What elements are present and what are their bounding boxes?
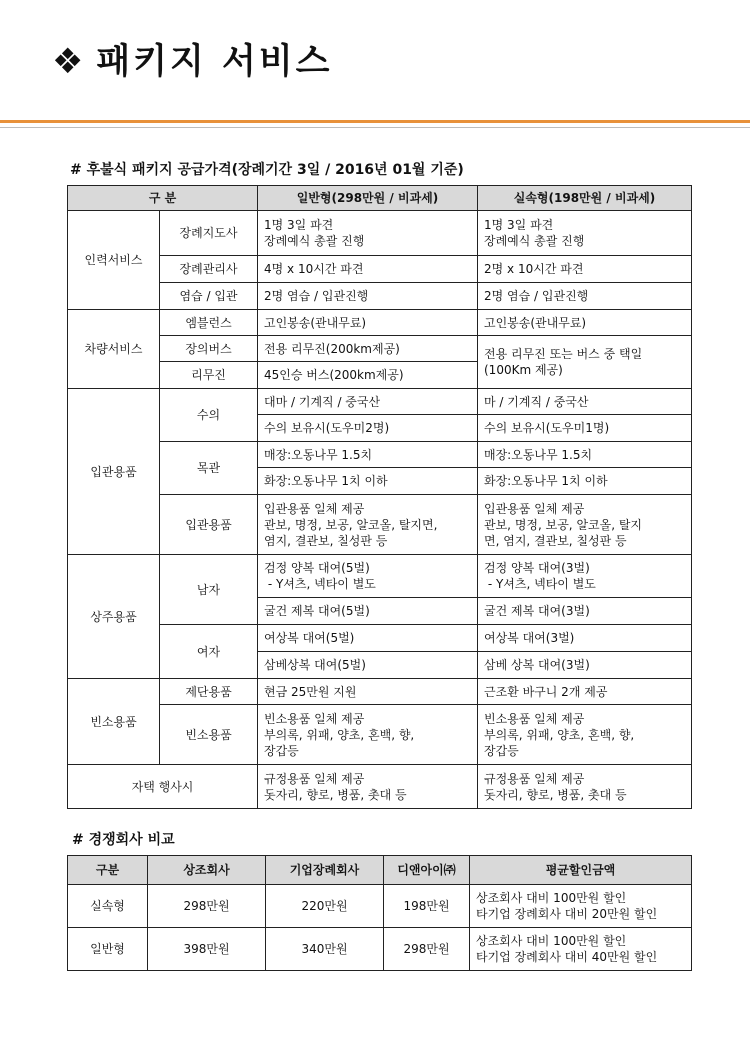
table-row bbox=[68, 256, 692, 283]
economy-cell: 화장:오동나무 1치 이하 bbox=[478, 468, 692, 495]
item-label: 수의 bbox=[160, 389, 258, 442]
standard-cell: 굴건 제복 대여(5벌) bbox=[258, 598, 478, 625]
header-economy: 실속형(198만원 / 비과세) bbox=[478, 186, 692, 211]
corporate-price: 220만원 bbox=[266, 885, 384, 928]
standard-cell: 매장:오동나무 1.5치 bbox=[258, 442, 478, 468]
table-row bbox=[68, 336, 692, 362]
standard-cell: 전용 리무진(200km제공) bbox=[258, 336, 478, 362]
table-header-row bbox=[68, 856, 692, 885]
item-label: 리무진 bbox=[160, 362, 258, 389]
category-coffin-goods: 입관용품 bbox=[68, 389, 160, 555]
standard-cell: 빈소용품 일체 제공 부의록, 위패, 양초, 혼백, 향, 장갑등 bbox=[258, 705, 478, 765]
table-row bbox=[68, 928, 692, 971]
economy-cell: 삼베 상복 대여(3벌) bbox=[478, 652, 692, 679]
dni-price: 298만원 bbox=[384, 928, 470, 971]
economy-cell: 빈소용품 일체 제공 부의록, 위패, 양초, 혼백, 향, 장갑등 bbox=[478, 705, 692, 765]
standard-cell: 규정용품 일체 제공 돗자리, 향로, 병품, 촛대 등 bbox=[258, 765, 478, 809]
type-cell: 실속형 bbox=[68, 885, 148, 928]
header-standard: 일반형(298만원 / 비과세) bbox=[258, 186, 478, 211]
item-label: 엠블런스 bbox=[160, 310, 258, 336]
economy-cell: 매장:오동나무 1.5치 bbox=[478, 442, 692, 468]
section-heading-competitor: # 경쟁회사 비교 bbox=[72, 832, 175, 848]
item-label: 장례관리사 bbox=[160, 256, 258, 283]
economy-cell: 고인봉송(관내무료) bbox=[478, 310, 692, 336]
standard-cell: 45인승 버스(200km제공) bbox=[258, 362, 478, 389]
standard-cell: 1명 3일 파견 장례예식 총괄 진행 bbox=[258, 211, 478, 256]
economy-cell: 마 / 기계직 / 중국산 bbox=[478, 389, 692, 415]
economy-cell: 2명 염습 / 입관진행 bbox=[478, 283, 692, 310]
item-label: 장례지도사 bbox=[160, 211, 258, 256]
table-header-row bbox=[68, 186, 692, 211]
item-label: 남자 bbox=[160, 555, 258, 625]
economy-cell: 규정용품 일체 제공 돗자리, 향로, 병품, 촛대 등 bbox=[478, 765, 692, 809]
table-row bbox=[68, 555, 692, 598]
item-label: 빈소용품 bbox=[160, 705, 258, 765]
economy-cell: 전용 리무진 또는 버스 중 택일 (100Km 제공) bbox=[478, 336, 692, 389]
economy-cell: 2명 x 10시간 파견 bbox=[478, 256, 692, 283]
package-price-table bbox=[67, 185, 692, 809]
sangjo-price: 398만원 bbox=[148, 928, 266, 971]
header-discount: 평균할인금액 bbox=[470, 856, 692, 885]
table-row bbox=[68, 389, 692, 415]
economy-cell: 근조환 바구니 2개 제공 bbox=[478, 679, 692, 705]
category-home-event: 자택 행사시 bbox=[68, 765, 258, 809]
table-row bbox=[68, 495, 692, 555]
type-cell: 일반형 bbox=[68, 928, 148, 971]
header-type: 구분 bbox=[68, 856, 148, 885]
item-label: 목관 bbox=[160, 442, 258, 495]
header-sangjo: 상조회사 bbox=[148, 856, 266, 885]
economy-cell: 1명 3일 파견 장례예식 총괄 진행 bbox=[478, 211, 692, 256]
standard-cell: 입관용품 일체 제공 관보, 명정, 보공, 알코올, 탈지면, 염지, 결관보, 칠성판 등 bbox=[258, 495, 478, 555]
economy-cell: 여상복 대여(3벌) bbox=[478, 625, 692, 652]
standard-cell: 삼베상복 대여(5벌) bbox=[258, 652, 478, 679]
standard-cell: 여상복 대여(5벌) bbox=[258, 625, 478, 652]
table-row bbox=[68, 705, 692, 765]
accent-rule bbox=[0, 120, 750, 123]
table-row bbox=[68, 211, 692, 256]
item-label: 염습 / 입관 bbox=[160, 283, 258, 310]
table-row bbox=[68, 283, 692, 310]
standard-cell: 4명 x 10시간 파견 bbox=[258, 256, 478, 283]
divider-rule bbox=[0, 127, 750, 128]
page-title-text: 패키지 서비스 bbox=[96, 42, 333, 82]
page-title bbox=[52, 34, 332, 84]
standard-cell: 현금 25만원 지원 bbox=[258, 679, 478, 705]
sangjo-price: 298만원 bbox=[148, 885, 266, 928]
category-altar: 빈소용품 bbox=[68, 679, 160, 765]
standard-cell: 화장:오동나무 1치 이하 bbox=[258, 468, 478, 495]
table-row bbox=[68, 310, 692, 336]
diamond-bullet-icon: ❖ bbox=[52, 42, 87, 82]
table-row bbox=[68, 679, 692, 705]
header-category: 구 분 bbox=[68, 186, 258, 211]
item-label: 여자 bbox=[160, 625, 258, 679]
section-heading-package-price: # 후불식 패키지 공급가격(장례기간 3일 / 2016년 01월 기준) bbox=[70, 162, 464, 178]
discount-cell: 상조회사 대비 100만원 할인 타기업 장례회사 대비 40만원 할인 bbox=[470, 928, 692, 971]
category-personnel: 인력서비스 bbox=[68, 211, 160, 310]
corporate-price: 340만원 bbox=[266, 928, 384, 971]
item-label: 입관용품 bbox=[160, 495, 258, 555]
standard-cell: 대마 / 기계직 / 중국산 bbox=[258, 389, 478, 415]
economy-cell: 검정 양복 대여(3벌) - Y셔츠, 넥타이 별도 bbox=[478, 555, 692, 598]
header-dni: 디앤아이㈜ bbox=[384, 856, 470, 885]
standard-cell: 2명 염습 / 입관진행 bbox=[258, 283, 478, 310]
item-label: 제단용품 bbox=[160, 679, 258, 705]
standard-cell: 고인봉송(관내무료) bbox=[258, 310, 478, 336]
header-corporate: 기업장례회사 bbox=[266, 856, 384, 885]
item-label: 장의버스 bbox=[160, 336, 258, 362]
standard-cell: 수의 보유시(도우미2명) bbox=[258, 415, 478, 442]
category-vehicle: 차량서비스 bbox=[68, 310, 160, 389]
table-row bbox=[68, 442, 692, 468]
discount-cell: 상조회사 대비 100만원 할인 타기업 장례회사 대비 20만원 할인 bbox=[470, 885, 692, 928]
table-row bbox=[68, 625, 692, 652]
economy-cell: 굴건 제복 대여(3벌) bbox=[478, 598, 692, 625]
competitor-comparison-table bbox=[67, 855, 692, 971]
table-row bbox=[68, 885, 692, 928]
dni-price: 198만원 bbox=[384, 885, 470, 928]
table-row bbox=[68, 765, 692, 809]
economy-cell: 입관용품 일체 제공 관보, 명정, 보공, 알코올, 탈지 면, 염지, 결관보, 칠성판 등 bbox=[478, 495, 692, 555]
standard-cell: 검정 양복 대여(5벌) - Y셔츠, 넥타이 별도 bbox=[258, 555, 478, 598]
category-mourning: 상주용품 bbox=[68, 555, 160, 679]
economy-cell: 수의 보유시(도우미1명) bbox=[478, 415, 692, 442]
